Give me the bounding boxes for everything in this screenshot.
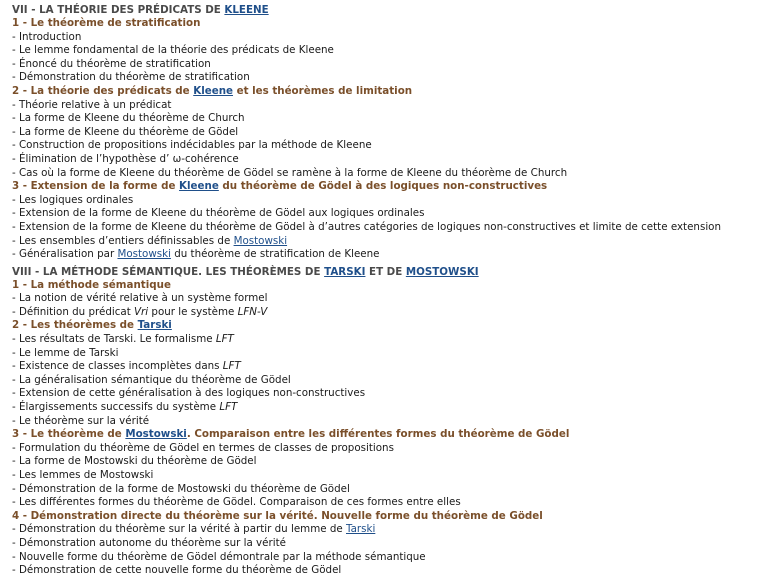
text-span: 3 - Le théorème de xyxy=(12,428,126,441)
text-span: - Démonstration du théorème sur la vérité à partir du lemme de xyxy=(12,523,346,536)
text-span: du théorème de stratification de Kleene xyxy=(170,248,380,261)
toc-item xyxy=(12,415,767,429)
text-span: et les théorèmes de limitation xyxy=(233,84,413,97)
toc-item xyxy=(12,564,767,578)
text-span: 2 - Les théorèmes de xyxy=(12,319,138,332)
toc-item xyxy=(12,99,767,113)
section-heading xyxy=(12,319,767,333)
text-span: - Cas où la forme de Kleene du théorème de Gödel se ramène à la forme de Kleene du théorème de Church xyxy=(12,166,568,179)
toc-item xyxy=(12,333,767,347)
section-heading xyxy=(12,17,767,31)
text-span: - Les différentes formes du théorème de Gödel. Comparaison de ces formes entre elles xyxy=(12,496,461,509)
toc-item xyxy=(12,235,767,249)
text-span: - La notion de vérité relative à un système formel xyxy=(12,292,268,305)
italic-term: LFN-V xyxy=(237,305,268,318)
text-span: - Les logiques ordinales xyxy=(12,193,134,206)
text-span: 1 - La méthode sémantique xyxy=(12,278,171,291)
toc-item xyxy=(12,126,767,140)
toc-item xyxy=(12,360,767,374)
text-span: - Existence de classes incomplètes dans xyxy=(12,360,223,373)
toc-item xyxy=(12,483,767,497)
toc-item xyxy=(12,374,767,388)
toc-item xyxy=(12,455,767,469)
section-heading xyxy=(12,510,767,524)
text-span: - Théorie relative à un prédicat xyxy=(12,98,172,111)
toc-item xyxy=(12,139,767,153)
text-span: - Les lemmes de Mostowski xyxy=(12,469,154,481)
name-link[interactable]: Mostowski xyxy=(125,428,187,441)
text-span: - Extension de la forme de Kleene du théorème de Gödel aux logiques ordinales xyxy=(12,207,425,220)
text-span: - La forme de Kleene du théorème de Church xyxy=(12,112,245,125)
text-span: - Construction de propositions indécidables par la méthode de Kleene xyxy=(12,139,372,152)
toc-item xyxy=(12,221,767,235)
text-span: . Comparaison entre les différentes formes du théorème de Gödel xyxy=(186,428,570,441)
toc-item xyxy=(12,58,767,72)
text-span: - Formulation du théorème de Gödel en termes de classes de propositions xyxy=(12,441,394,454)
toc-item xyxy=(12,387,767,401)
text-span: - Le théorème sur la vérité xyxy=(12,414,150,427)
text-span: - La forme de Mostowski du théorème de Gödel xyxy=(12,455,257,468)
section-heading xyxy=(12,428,767,442)
italic-term: LFT xyxy=(222,360,241,373)
toc-item xyxy=(12,496,767,510)
text-span: du théorème de Gödel à des logiques non-constructives xyxy=(218,180,548,193)
text-span: 4 - Démonstration directe du théorème sur la vérité. Nouvelle forme du théorème de Gödel xyxy=(12,509,543,522)
name-link[interactable]: Tarski xyxy=(137,319,172,332)
toc-item xyxy=(12,194,767,208)
toc-item xyxy=(12,71,767,85)
toc-item xyxy=(12,469,767,483)
text-span: pour le système xyxy=(148,305,238,318)
toc-item xyxy=(12,537,767,551)
name-link[interactable]: TARSKI xyxy=(324,265,366,278)
section-heading xyxy=(12,180,767,194)
italic-term: LFT xyxy=(215,333,234,346)
italic-term: LFT xyxy=(219,401,238,414)
text-span: - La généralisation sémantique du théorème de Gödel xyxy=(12,373,291,386)
toc-item xyxy=(12,523,767,537)
toc-item xyxy=(12,401,767,415)
chapter-heading xyxy=(12,265,767,279)
text-span: - Nouvelle forme du théorème de Gödel démontrale par la méthode sémantique xyxy=(12,550,426,563)
toc-item xyxy=(12,153,767,167)
name-link[interactable]: Mostowski xyxy=(117,248,171,261)
text-span: ET DE xyxy=(365,265,406,278)
toc-item xyxy=(12,44,767,58)
italic-term: Vri xyxy=(134,305,149,318)
toc-item xyxy=(12,292,767,306)
toc-item xyxy=(12,347,767,361)
toc-item xyxy=(12,442,767,456)
name-link[interactable]: Kleene xyxy=(193,84,234,97)
toc-item xyxy=(12,306,767,320)
section-heading xyxy=(12,279,767,293)
name-link[interactable]: MOSTOWSKI xyxy=(405,265,479,278)
text-span: - Démonstration de cette nouvelle forme du théorème de Gödel xyxy=(12,564,342,577)
text-span: - Énoncé du théorème de stratification xyxy=(12,57,211,70)
text-span: - Démonstration du théorème de stratification xyxy=(12,71,250,84)
chapter-heading xyxy=(12,3,767,17)
name-link[interactable]: Mostowski xyxy=(233,234,288,247)
toc-item xyxy=(12,112,767,126)
text-span: 3 - Extension de la forme de xyxy=(12,180,180,193)
text-span: - Généralisation par xyxy=(12,248,118,261)
name-link[interactable]: Tarski xyxy=(346,523,376,536)
text-span: - Les résultats de Tarski. Le formalisme xyxy=(12,333,216,346)
text-span: - Définition du prédicat xyxy=(12,305,135,318)
text-span: - Démonstration autonome du théorème sur la vérité xyxy=(12,536,286,549)
toc-item xyxy=(12,207,767,221)
text-span: - Le lemme fondamental de la théorie des prédicats de Kleene xyxy=(12,44,334,57)
text-span: - Extension de cette généralisation à des logiques non-constructives xyxy=(12,387,366,400)
section-heading xyxy=(12,85,767,99)
text-span: - Le lemme de Tarski xyxy=(12,346,119,359)
toc-item xyxy=(12,248,767,262)
text-span: 2 - La théorie des prédicats de xyxy=(12,84,194,97)
text-span: - Élimination de l’hypothèse d’ ω-cohérence xyxy=(12,152,239,165)
text-span: - Les ensembles d’entiers définissables de xyxy=(12,234,234,247)
text-span: - Introduction xyxy=(12,30,82,43)
text-span: - Élargissements successifs du système xyxy=(12,401,220,414)
text-span: VII - LA THÉORIE DES PRÉDICATS DE xyxy=(12,4,225,16)
text-span: VIII - LA MÉTHODE SÉMANTIQUE. LES THÉORÈMES DE xyxy=(12,265,325,278)
name-link[interactable]: KLEENE xyxy=(224,4,269,16)
name-link[interactable]: Kleene xyxy=(179,180,219,193)
text-span: - Démonstration de la forme de Mostowski du théorème de Gödel xyxy=(12,482,350,495)
text-span: 1 - Le théorème de stratification xyxy=(12,17,201,29)
toc-item xyxy=(12,31,767,45)
text-span: - La forme de Kleene du théorème de Gödel xyxy=(12,125,239,138)
toc-item xyxy=(12,167,767,181)
toc-item xyxy=(12,551,767,565)
text-span: - Extension de la forme de Kleene du théorème de Gödel à d’autres catégories de logiques non-constructives et limite de cette extension xyxy=(12,220,722,233)
